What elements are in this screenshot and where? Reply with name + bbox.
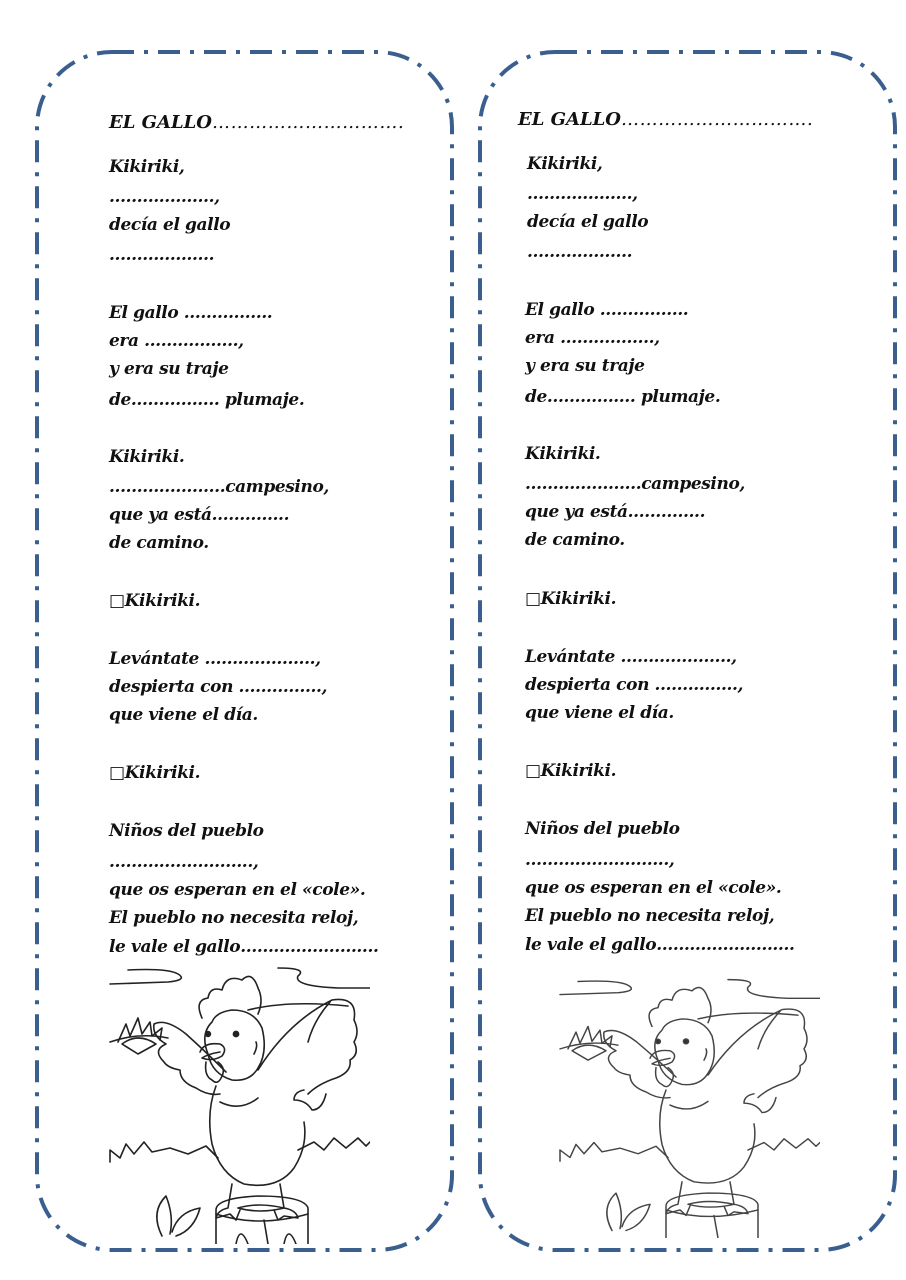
poem-line: …………………campesino, — [525, 474, 745, 494]
rooster-illustration-right — [558, 974, 820, 1238]
poem-line-blank: ………………. — [109, 245, 215, 265]
poem-line: decía el gallo — [527, 212, 649, 232]
rooster — [604, 988, 807, 1216]
poem-line: que os esperan en el «cole». — [109, 880, 366, 900]
poem-line: □Kikiriki. — [109, 763, 201, 783]
poem-line: Kikiriki, — [109, 157, 185, 177]
poem-line: decía el gallo — [109, 215, 231, 235]
poem-line-blank: ………………., — [109, 187, 220, 207]
grass — [560, 1139, 820, 1161]
poem-line: El pueblo no necesita reloj, — [109, 908, 359, 928]
poem-line: le vale el gallo……………………. — [109, 937, 379, 957]
poem-line: Niños del pueblo — [525, 819, 680, 839]
poem-line: que os esperan en el «cole». — [525, 878, 782, 898]
poem-line-blank: …………………….., — [109, 852, 259, 872]
poem-line: Niños del pueblo — [109, 821, 264, 841]
poem-line-blank: ………………. — [527, 242, 633, 262]
hill-line — [698, 1013, 798, 1019]
poem-line: Levántate ……………….., — [109, 649, 321, 669]
poem-line: le vale el gallo……………………. — [525, 935, 795, 955]
poem-line: que ya está………….. — [525, 502, 706, 522]
poem-line: □Kikiriki. — [525, 761, 617, 781]
poem-line-blank: ………………., — [527, 184, 638, 204]
poem-line: era …………….., — [525, 328, 660, 348]
poem-line: Kikiriki. — [525, 444, 601, 464]
poem-line: Kikiriki, — [527, 154, 603, 174]
poem-line: de……………. plumaje. — [525, 387, 721, 407]
poem-line: El gallo ……………. — [525, 300, 689, 320]
poem-line: que viene el día. — [109, 705, 258, 725]
poem-line: El gallo ……………. — [109, 303, 273, 323]
poem-line-blank: …………………….., — [525, 850, 675, 870]
poem-line: que viene el día. — [525, 703, 674, 723]
poem-line: despierta con …………..., — [525, 675, 744, 695]
poem-line: □Kikiriki. — [525, 589, 617, 609]
tree-stump — [666, 1193, 758, 1238]
poem-line: y era su traje — [109, 359, 229, 379]
poem-line: de camino. — [109, 533, 209, 553]
poem-line: despierta con …………..., — [109, 677, 328, 697]
poem-line: El pueblo no necesita reloj, — [525, 906, 775, 926]
poem-line: □Kikiriki. — [109, 591, 201, 611]
poem-line: de……………. plumaje. — [109, 390, 305, 410]
poem-line: …………………campesino, — [109, 477, 329, 497]
cloud-lines — [560, 980, 820, 999]
poem-line: y era su traje — [525, 356, 645, 376]
title-text: EL GALLO — [109, 112, 212, 133]
title-blank: …………………………. — [211, 112, 405, 133]
leaf-sprout — [607, 1193, 650, 1230]
poem-line: de camino. — [525, 530, 625, 550]
title-text: EL GALLO — [518, 109, 621, 130]
poem-title — [518, 109, 813, 130]
poem-line: Levántate ……………….., — [525, 647, 737, 667]
title-blank: …………………………. — [620, 109, 814, 130]
poem-line: era …………….., — [109, 331, 244, 351]
poem-line: Kikiriki. — [109, 447, 185, 467]
poem-line: que ya está………….. — [109, 505, 290, 525]
